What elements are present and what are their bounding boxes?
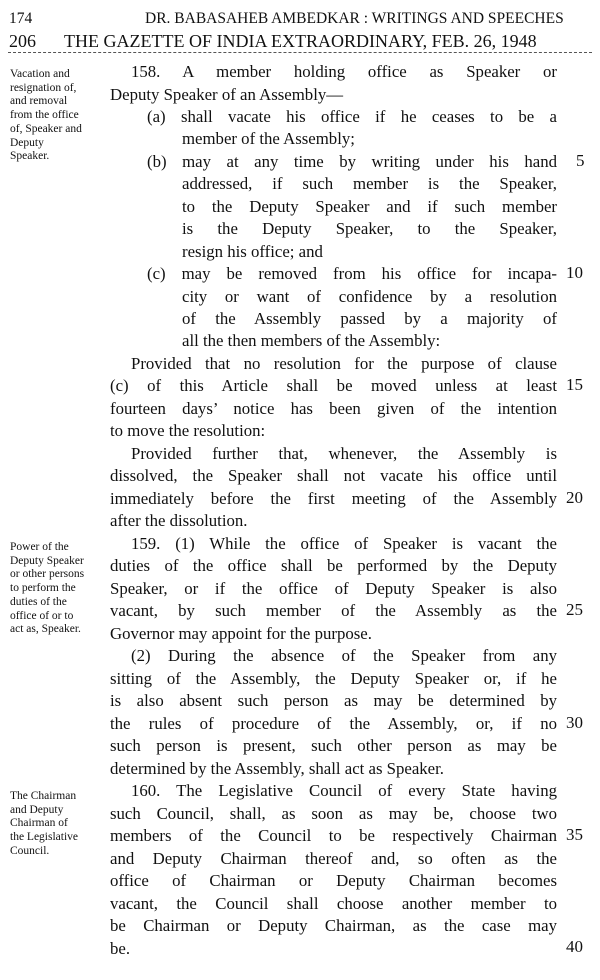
text-line: (b) may at any time by writing under his hand: [147, 152, 557, 171]
text-line: (c) may be removed from his office for incapa-: [147, 264, 557, 283]
text-line: city or want of confidence by a resolution: [182, 287, 557, 306]
margin-note-vacation: Vacation and resignation of, and removal from the office of, Speaker and Deputy Speaker.: [10, 68, 82, 163]
margin-note-deputy-speaker: Power of the Deputy Speaker or other persons to perform the duties of the office of or to act as, Speaker.: [10, 541, 85, 636]
text-line: resign his office; and: [182, 242, 323, 261]
line-number: 35: [566, 825, 583, 844]
header-rule: [8, 52, 592, 53]
text-line: (c) of this Article shall be moved unless at least: [110, 376, 557, 395]
gazette-running-title: THE GAZETTE OF INDIA EXTRAORDINARY, FEB. 26, 1948: [64, 31, 537, 51]
text-line: 160. The Legislative Council of every State having: [131, 781, 557, 800]
text-line: Governor may appoint for the purpose.: [110, 624, 372, 643]
text-line: 158. A member holding office as Speaker or: [131, 62, 557, 81]
line-number: 20: [566, 488, 583, 507]
line-number: 10: [566, 263, 583, 282]
text-line: fourteen days’ notice has been given of the intention: [110, 399, 557, 418]
text-line: 159. (1) While the office of Speaker is vacant the: [131, 534, 557, 553]
line-number: 40: [566, 937, 583, 956]
text-line: such Council, shall, as soon as may be, choose two: [110, 804, 557, 823]
text-line: duties of the office shall be performed by the Deputy: [110, 556, 557, 575]
line-number: 25: [566, 600, 583, 619]
text-line: be.: [110, 939, 131, 958]
text-line: such person is present, such other person as may be: [110, 736, 557, 755]
text-line: addressed, if such member is the Speaker,: [182, 174, 557, 193]
text-line: and Deputy Chairman thereof and, so often as the: [110, 849, 557, 868]
book-running-title: DR. BABASAHEB AMBEDKAR : WRITINGS AND SPEECHES: [145, 10, 564, 27]
line-number: 30: [566, 713, 583, 732]
line-number: 5: [576, 151, 585, 170]
line-number: 15: [566, 375, 583, 394]
text-line: vacant, by such member of the Assembly as the: [110, 601, 557, 620]
text-line: members of the Council to be respectively Chairman: [110, 826, 557, 845]
text-line: determined by the Assembly, shall act as Speaker.: [110, 759, 444, 778]
text-line: is the Deputy Speaker, to the Speaker,: [182, 219, 557, 238]
text-line: to move the resolution:: [110, 421, 266, 440]
text-line: of the Assembly passed by a majority of: [182, 309, 557, 328]
text-line: (a) shall vacate his office if he ceases to be a: [147, 107, 557, 126]
text-line: (2) During the absence of the Speaker from any: [131, 646, 557, 665]
text-line: Speaker, or if the office of Deputy Speaker is also: [110, 579, 557, 598]
text-line: Deputy Speaker of an Assembly—: [110, 85, 344, 104]
text-line: be Chairman or Deputy Chairman, as the case may: [110, 916, 557, 935]
text-line: Provided further that, whenever, the Assembly is: [131, 444, 557, 463]
page-number-top: 174: [9, 10, 33, 27]
text-line: all the then members of the Assembly:: [182, 331, 441, 350]
text-line: the rules of procedure of the Assembly, or, if no: [110, 714, 557, 733]
text-line: after the dissolution.: [110, 511, 248, 530]
text-line: Provided that no resolution for the purpose of clause: [131, 354, 557, 373]
text-line: office of Chairman or Deputy Chairman becomes: [110, 871, 557, 890]
text-line: to the Deputy Speaker and if such member: [182, 197, 557, 216]
gazette-page-number: 206: [9, 31, 36, 51]
text-line: immediately before the first meeting of the Assembly: [110, 489, 557, 508]
text-line: is also absent such person as may be determined by: [110, 691, 557, 710]
text-line: sitting of the Assembly, the Deputy Speaker or, if he: [110, 669, 557, 688]
text-line: vacant, the Council shall choose another member to: [110, 894, 557, 913]
text-line: dissolved, the Speaker shall not vacate his office until: [110, 466, 557, 485]
margin-note-chairman: The Chairman and Deputy Chairman of the Legislative Council.: [10, 790, 79, 857]
text-line: member of the Assembly;: [182, 129, 355, 148]
